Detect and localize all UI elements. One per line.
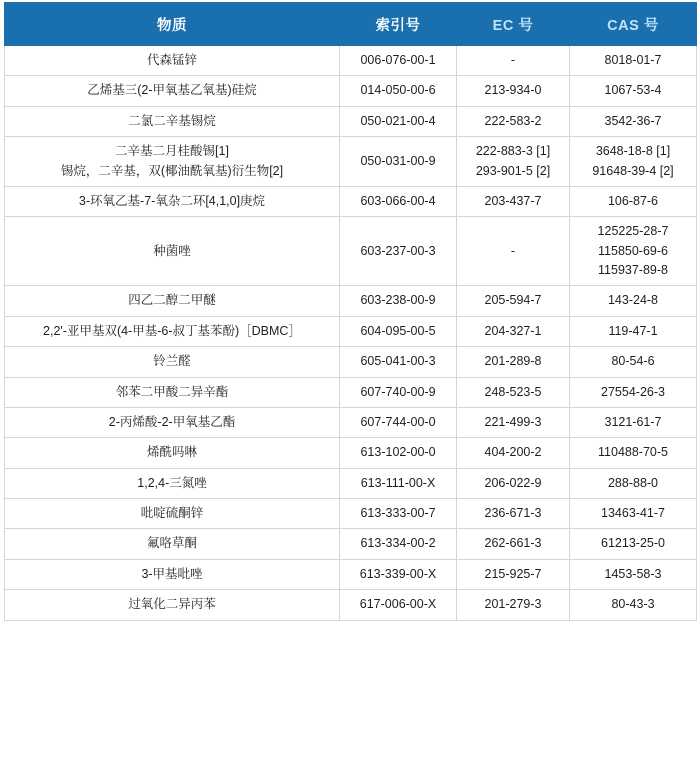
cell-index-number: 050-021-00-4 [340,106,457,136]
table-header [5,3,697,46]
cell-cas-number: 3542-36-7 [570,106,697,136]
cell-ec-number: 236-671-3 [457,499,570,529]
cell-substance: 铃兰醛 [5,347,340,377]
cell-substance: 种菌唑 [5,217,340,286]
cell-substance: 吡啶硫酮锌 [5,499,340,529]
cell-cas-number: 8018-01-7 [570,46,697,76]
cell-index-number: 613-334-00-2 [340,529,457,559]
cell-cas-number: 143-24-8 [570,286,697,316]
cell-ec-number: - [457,46,570,76]
cell-cas-number: 80-43-3 [570,590,697,620]
table-row [5,499,697,529]
cell-index-number: 050-031-00-9 [340,137,457,187]
cell-ec-number: 201-279-3 [457,590,570,620]
cell-substance: 3-环氧乙基-7-氧杂二环[4,1,0]庚烷 [5,186,340,216]
cell-cas-number: 80-54-6 [570,347,697,377]
cell-ec-number: 404-200-2 [457,438,570,468]
cell-ec-number: 215-925-7 [457,559,570,589]
table-row [5,407,697,437]
cell-cas-number: 288-88-0 [570,468,697,498]
cell-substance [5,137,340,187]
cell-cas-number: 13463-41-7 [570,499,697,529]
cell-substance: 2,2'-亚甲基双(4-甲基-6-叔丁基苯酚)［DBMC］ [5,316,340,346]
table-row [5,286,697,316]
table-row [5,529,697,559]
cell-substance: 代森锰锌 [5,46,340,76]
cell-substance: 邻苯二甲酸二异辛酯 [5,377,340,407]
substance-table [4,2,697,621]
table-row [5,438,697,468]
table-row [5,137,697,187]
cell-index-number: 613-339-00-X [340,559,457,589]
cell-substance: 3-甲基吡唑 [5,559,340,589]
cell-substance: 烯酰吗啉 [5,438,340,468]
header-substance: 物质 [5,3,340,46]
cell-ec-number: 201-289-8 [457,347,570,377]
cell-index-number: 605-041-00-3 [340,347,457,377]
cell-ec-number: 262-661-3 [457,529,570,559]
cell-cas-number: 61213-25-0 [570,529,697,559]
cell-substance: 1,2,4-三氮唑 [5,468,340,498]
cell-substance: 过氧化二异丙苯 [5,590,340,620]
cell-substance: 乙烯基三(2-甲氧基乙氧基)硅烷 [5,76,340,106]
cell-ec-number: 221-499-3 [457,407,570,437]
cell-index-number: 613-102-00-0 [340,438,457,468]
cell-substance: 氟咯草酮 [5,529,340,559]
cell-substance-line: 二辛基二月桂酸锡[1] [115,144,229,159]
cell-cas-number: 119-47-1 [570,316,697,346]
cell-ec-number-line: 293-901-5 [2] [475,163,551,178]
header-index-number: 索引号 [340,3,457,46]
cell-index-number: 613-333-00-7 [340,499,457,529]
cell-index-number: 617-006-00-X [340,590,457,620]
header-ec-number: EC 号 [457,3,570,46]
cell-index-number: 603-237-00-3 [340,217,457,286]
cell-cas-number: 1067-53-4 [570,76,697,106]
table-row [5,559,697,589]
cell-ec-number: 205-594-7 [457,286,570,316]
cell-ec-number: 222-583-2 [457,106,570,136]
cell-cas-number-line: 115937-89-8 [598,263,668,277]
cell-index-number: 607-740-00-9 [340,377,457,407]
cell-ec-number: 213-934-0 [457,76,570,106]
cell-cas-number-line: 91648-39-4 [2] [592,163,674,178]
cell-cas-number: 1453-58-3 [570,559,697,589]
cell-cas-number [570,137,697,187]
cell-cas-number-line: 125225-28-7 [597,224,669,239]
cell-index-number: 603-238-00-9 [340,286,457,316]
cell-index-number: 607-744-00-0 [340,407,457,437]
cell-cas-number [570,217,697,286]
table-row [5,76,697,106]
cell-ec-number: - [457,217,570,286]
cell-cas-number: 3121-61-7 [570,407,697,437]
cell-index-number: 014-050-00-6 [340,76,457,106]
cell-cas-number: 106-87-6 [570,186,697,216]
table-row [5,46,697,76]
header-cas-number: CAS 号 [570,3,697,46]
cell-index-number: 006-076-00-1 [340,46,457,76]
cell-substance: 2-丙烯酸-2-甲氧基乙酯 [5,407,340,437]
cell-ec-number: 206-022-9 [457,468,570,498]
cell-substance: 四乙二醇二甲醚 [5,286,340,316]
cell-index-number: 613-111-00-X [340,468,457,498]
table-body [5,46,697,621]
table-row [5,217,697,286]
cell-index-number: 604-095-00-5 [340,316,457,346]
cell-ec-number-line: 222-883-3 [1] [475,144,551,159]
cell-substance-line: 锡烷，二辛基，双(椰油酰氧基)衍生物[2] [60,163,284,178]
cell-ec-number: 248-523-5 [457,377,570,407]
table-row [5,347,697,377]
table-row [5,106,697,136]
cell-ec-number: 203-437-7 [457,186,570,216]
cell-substance: 二氯二辛基锡烷 [5,106,340,136]
table-header-row [5,3,697,46]
table-row [5,377,697,407]
table-row [5,316,697,346]
cell-ec-number: 204-327-1 [457,316,570,346]
table-row [5,590,697,620]
table-row [5,468,697,498]
cell-cas-number-line: 115850-69-6 [598,243,668,258]
cell-ec-number [457,137,570,187]
cell-index-number: 603-066-00-4 [340,186,457,216]
cell-cas-number: 110488-70-5 [570,438,697,468]
cell-cas-number-line: 3648-18-8 [1] [595,144,671,159]
cell-cas-number: 27554-26-3 [570,377,697,407]
table-row [5,186,697,216]
